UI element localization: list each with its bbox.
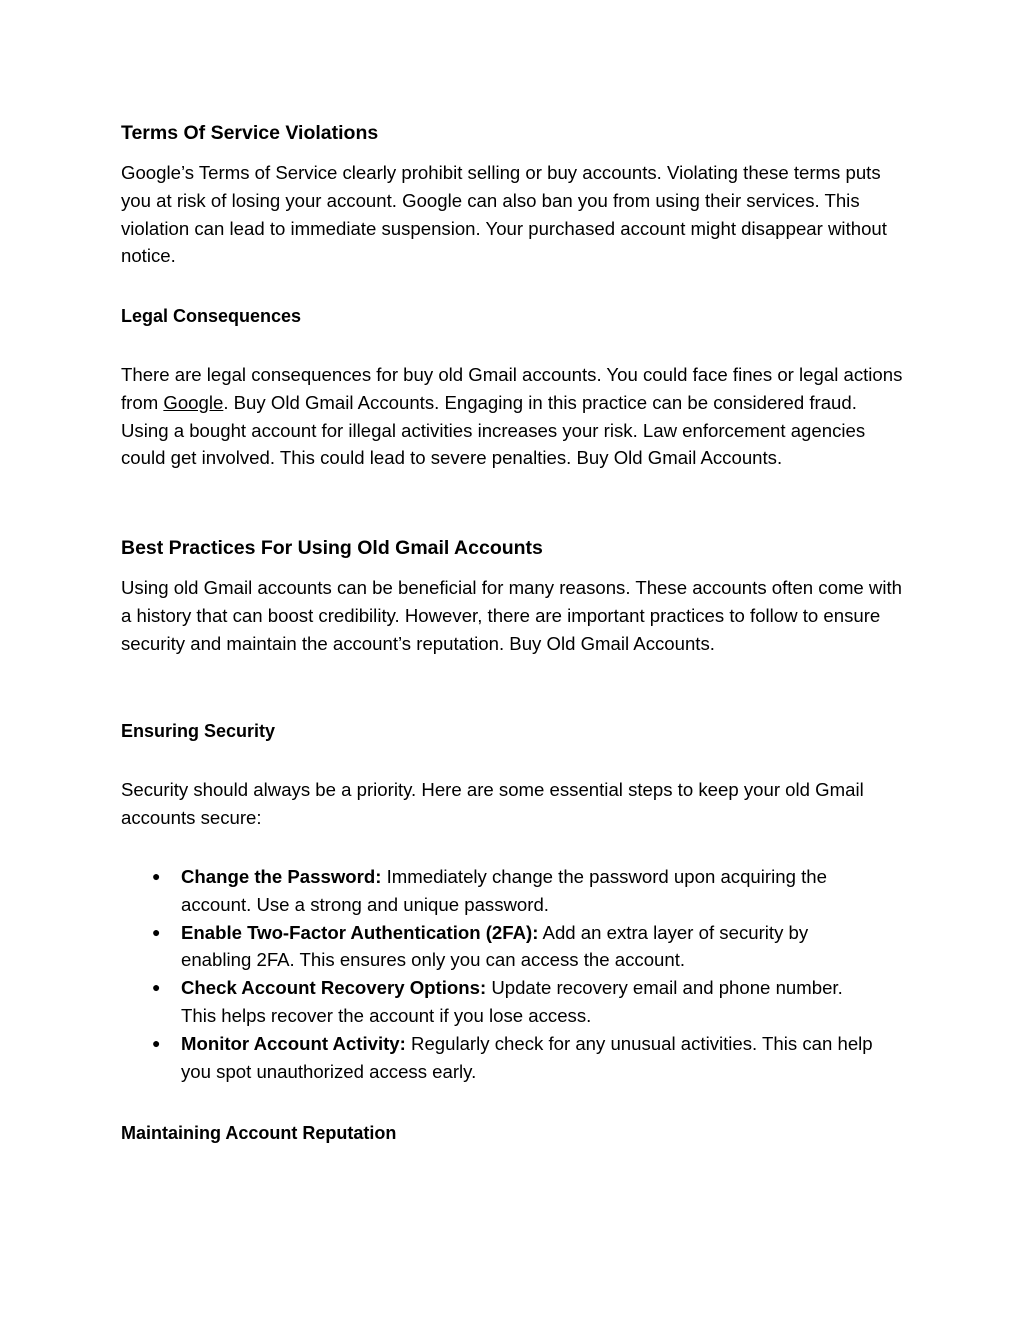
heading-terms-of-service: Terms Of Service Violations xyxy=(121,122,379,144)
paragraph-terms-of-service: Google’s Terms of Service clearly prohibit selling or buy accounts. Violating these terms puts you at risk of losing your account. Google can also ban you from using their services. This violation can lead to immediate suspension. Your purchased account might disappear without notice. xyxy=(121,162,887,267)
list-item-change-password xyxy=(121,863,881,919)
list-item-enable-2fa xyxy=(121,919,881,975)
heading-ensuring-security: Ensuring Security xyxy=(121,721,276,741)
paragraph-best-practices: Using old Gmail accounts can be beneficial for many reasons. These accounts often come with a history that can boost credibility. However, there are important practices to follow to ensure security and maintain the account’s reputation. Buy Old Gmail Accounts. xyxy=(121,577,903,654)
list-item-monitor-activity xyxy=(121,1030,881,1086)
bullet-icon: ● xyxy=(152,868,161,884)
list-item-text: Update recovery email and phone number. This helps recover the account if you lose access. xyxy=(181,977,843,1026)
paragraph-ensuring-security: Security should always be a priority. Here are some essential steps to keep your old Gmail accounts secure: xyxy=(121,779,864,828)
list-item-text: Immediately change the password upon acquiring the account. Use a strong and unique password. xyxy=(181,866,827,915)
heading-best-practices: Best Practices For Using Old Gmail Accounts xyxy=(121,537,543,559)
heading-maintaining-reputation: Maintaining Account Reputation xyxy=(121,1123,397,1143)
google-link[interactable]: Google xyxy=(163,391,224,413)
bullet-icon: ● xyxy=(152,979,161,996)
paragraph-legal-consequences xyxy=(121,361,906,472)
list-item-text: Add an extra layer of security by enabling 2FA. This ensures only you can access the account. xyxy=(181,921,809,971)
list-item-recovery-options xyxy=(121,974,881,1030)
list-item-title: Check Account Recovery Options: xyxy=(181,977,487,999)
list-item-title: Enable Two-Factor Authentication (2FA): xyxy=(181,921,539,943)
paragraph-text-before-link: There are legal consequences for buy old Gmail accounts. You could face fines or legal actions from xyxy=(121,364,903,413)
list-item-text: Regularly check for any unusual activities. This can help you spot unauthorized access early. xyxy=(181,1032,873,1082)
paragraph-text-after-link: . Buy Old Gmail Accounts. Engaging in this practice can be considered fraud. Using a bought account for illegal activities increases your risk. Law enforcement agencies could get involved. This could lead to severe penalties. Buy Old Gmail Accounts. xyxy=(121,391,866,469)
list-item-title: Monitor Account Activity: xyxy=(181,1032,406,1054)
bullet-icon: ● xyxy=(152,923,161,940)
list-item-title: Change the Password: xyxy=(181,866,382,887)
security-steps-list xyxy=(121,863,911,1085)
heading-legal-consequences: Legal Consequences xyxy=(121,306,302,326)
bullet-icon: ● xyxy=(152,1034,161,1051)
